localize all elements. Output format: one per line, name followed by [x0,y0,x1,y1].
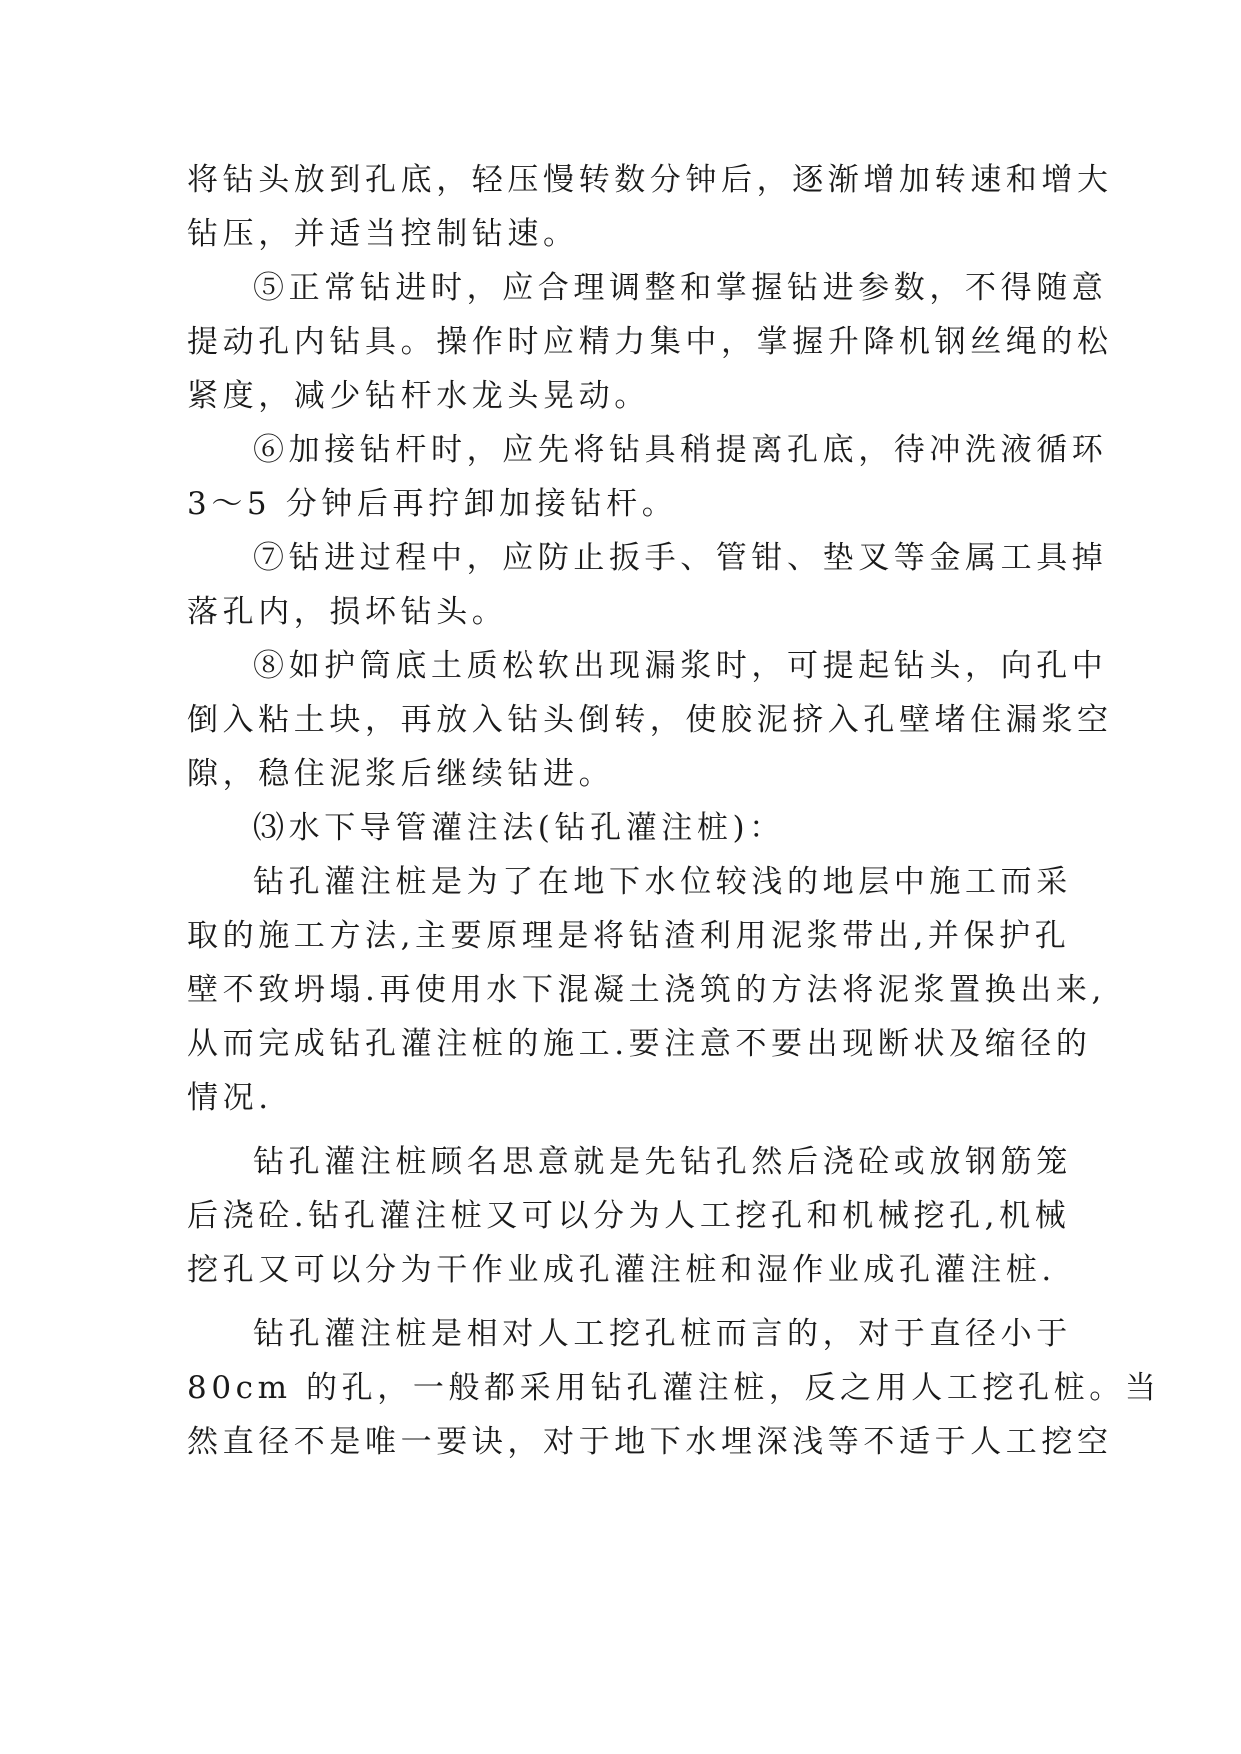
text-line: 从而完成钻孔灌注桩的施工.要注意不要出现断状及缩径的 [187,1026,1092,1062]
text-line: 钻孔灌注桩顾名思意就是先钻孔然后浇砼或放钢筋笼 [253,1144,1072,1180]
text-line: 钻孔灌注桩是相对人工挖孔桩而言的，对于直径小于 [253,1316,1072,1352]
text-line: 隙，稳住泥浆后继续钻进。 [187,756,615,792]
text-line: 落孔内，损坏钻头。 [187,594,508,630]
text-line: ⑥加接钻杆时，应先将钻具稍提离孔底，待冲洗液循环 [253,432,1108,468]
text-line: 3～5 分钟后再拧卸加接钻杆。 [187,486,678,522]
text-line: 然直径不是唯一要诀，对于地下水埋深浅等不适于人工挖空 [187,1424,1113,1460]
text-line: 钻压，并适当控制钻速。 [187,216,579,252]
text-line: 钻孔灌注桩是为了在地下水位较浅的地层中施工而采 [253,864,1072,900]
text-line: 情况. [187,1080,273,1116]
text-line: 紧度，减少钻杆水龙头晃动。 [187,378,650,414]
text-line: 将钻头放到孔底，轻压慢转数分钟后，逐渐增加转速和增大 [187,162,1113,198]
text-line: ⑤正常钻进时，应合理调整和掌握钻进参数，不得随意 [253,270,1108,306]
text-line: ⑦钻进过程中，应防止扳手、管钳、垫叉等金属工具掉 [253,540,1108,576]
text-line: 80cm 的孔，一般都采用钻孔灌注桩，反之用人工挖孔桩。当 [187,1370,1161,1406]
text-line: ⑧如护筒底土质松软出现漏浆时，可提起钻头，向孔中 [253,648,1108,684]
text-line: 取的施工方法,主要原理是将钻渣利用泥浆带出,并保护孔 [187,918,1071,954]
text-line: 提动孔内钻具。操作时应精力集中，掌握升降机钢丝绳的松 [187,324,1113,360]
text-line: 挖孔又可以分为干作业成孔灌注桩和湿作业成孔灌注桩. [187,1252,1056,1288]
text-line: 后浇砼.钻孔灌注桩又可以分为人工挖孔和机械挖孔,机械 [187,1198,1071,1234]
text-line: 壁不致坍塌.再使用水下混凝土浇筑的方法将泥浆置换出来, [187,972,1106,1008]
section-heading: ⑶水下导管灌注法(钻孔灌注桩)： [253,810,785,846]
text-line: 倒入粘土块，再放入钻头倒转，使胶泥挤入孔壁堵住漏浆空 [187,702,1113,738]
